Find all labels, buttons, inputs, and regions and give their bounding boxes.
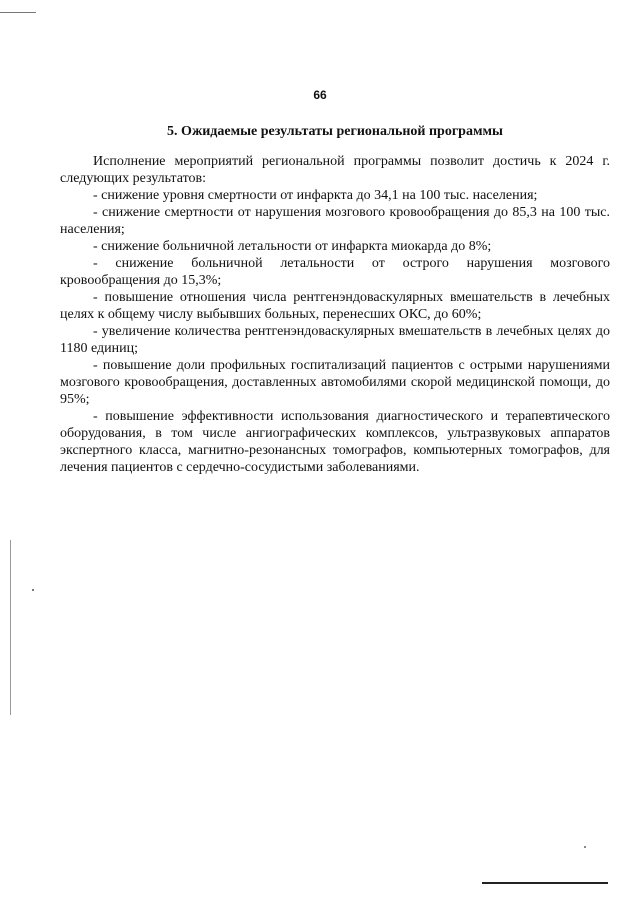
- result-item: - снижение смертности от нарушения мозгового кровообращения до 85,3 на 100 тыс. населения;: [60, 205, 610, 237]
- result-item: - снижение больничной летальности от острого нарушения мозгового кровообращения до 15,3%;: [60, 256, 610, 288]
- intro-paragraph: Исполнение мероприятий региональной программы позволит достичь к 2024 г. следующих результатов:: [60, 154, 610, 186]
- result-item: - повышение эффективности использования диагностического и терапевтического оборудования, в том числе ангиографических комплексов, ультразвуковых аппаратов экспертного класса, магнитно-резонансных томографов, компьютерных томографов, для лечения пациентов с сердечно-сосудистыми заболеваниями.: [60, 409, 610, 475]
- page-number: 66: [313, 88, 327, 102]
- section-heading: 5. Ожидаемые результаты региональной программы: [167, 124, 503, 139]
- document-body: [60, 153, 610, 476]
- result-item: - увеличение количества рентгенэндоваскулярных вмешательств в лечебных целях до 1180 единиц;: [60, 324, 610, 356]
- scan-artifact-dot: [32, 589, 34, 591]
- scan-artifact-left-line: [10, 540, 11, 715]
- scan-artifact-top-line: [0, 12, 36, 13]
- result-item: - снижение больничной летальности от инфаркта миокарда до 8%;: [93, 239, 492, 254]
- scan-artifact-dot: [584, 846, 586, 848]
- result-item: - снижение уровня смертности от инфаркта до 34,1 на 100 тыс. населения;: [93, 188, 538, 203]
- scan-artifact-bottom-line: [482, 882, 608, 884]
- result-item: - повышение отношения числа рентгенэндоваскулярных вмешательств в лечебных целях к общему числу выбывших больных, перенесших ОКС, до 60%;: [60, 290, 610, 322]
- result-item: - повышение доли профильных госпитализаций пациентов с острыми нарушениями мозгового кровообращения, доставленных автомобилями скорой медицинской помощи, до 95%;: [60, 358, 610, 407]
